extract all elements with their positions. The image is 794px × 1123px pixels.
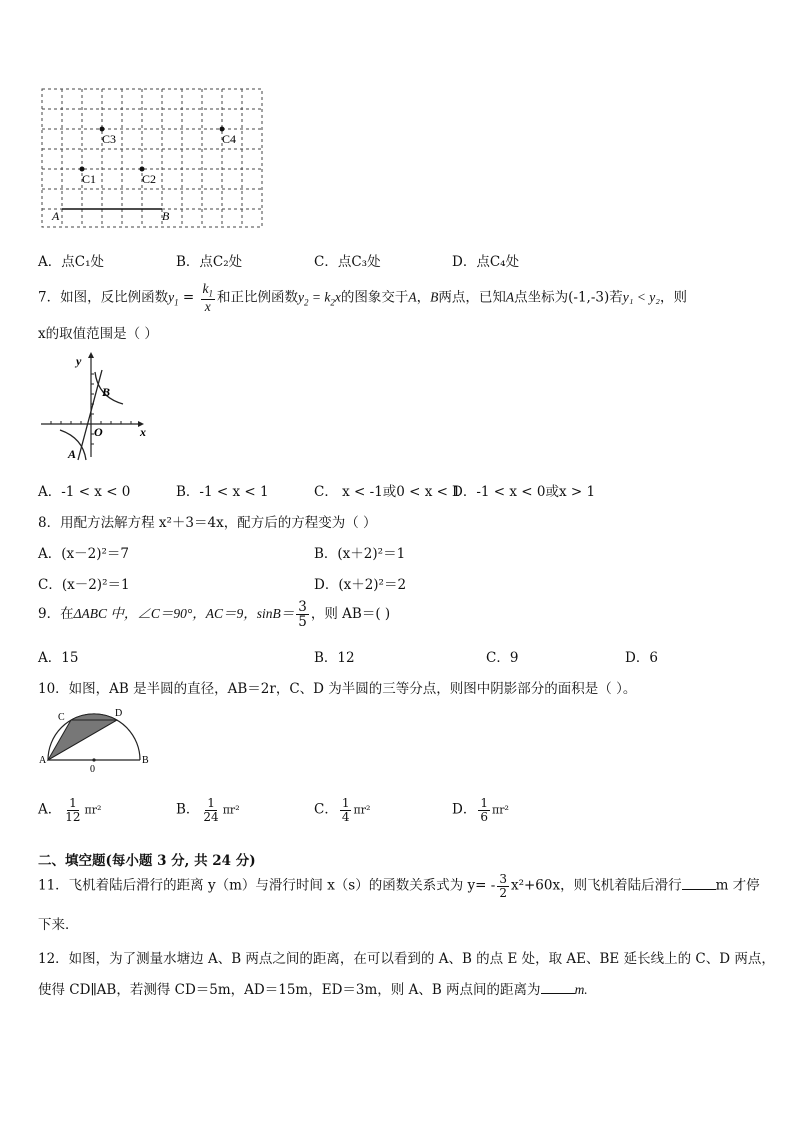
q7-label-a: A bbox=[68, 447, 77, 461]
section-2-heading: 二、填空题(每小题 3 分, 共 24 分) bbox=[38, 853, 256, 869]
q6-option-a[interactable]: A．点C₁处 bbox=[38, 254, 104, 270]
q8-option-a[interactable]: A．(x－2)²＝7 bbox=[38, 546, 129, 562]
q10-label-d: D bbox=[115, 708, 123, 719]
q6-option-d[interactable]: D．点C₄处 bbox=[452, 254, 520, 270]
q10-option-d[interactable]: D． $\frac{1}{6}$ πr² bbox=[452, 796, 509, 824]
q6-option-b[interactable]: B．点C₂处 bbox=[176, 254, 243, 270]
label-c4: C4 bbox=[222, 132, 237, 146]
q9-stem: 9．在ΔABC 中，∠C＝90°，AC＝9，sinB＝ $\frac{3}{5}$ ，则 AB＝( ) bbox=[38, 599, 391, 631]
q9-option-c[interactable]: C．9 bbox=[486, 650, 519, 666]
q10-option-a[interactable]: A． $\frac{1}{12}$ πr² bbox=[38, 796, 102, 824]
q8-stem: 8．用配方法解方程 x²＋3＝4x，配方后的方程变为（ ） bbox=[38, 515, 377, 531]
point-c2 bbox=[140, 167, 145, 172]
q7-option-d[interactable]: D．-1 < x < 0或x > 1 bbox=[452, 484, 596, 500]
label-b: B bbox=[162, 209, 170, 223]
point-c3 bbox=[100, 127, 105, 132]
q10-label-c: C bbox=[58, 712, 65, 723]
q6-option-c[interactable]: C．点C₃处 bbox=[314, 254, 381, 270]
q9-option-d[interactable]: D．6 bbox=[625, 650, 658, 666]
q8-option-b[interactable]: B．(x＋2)²＝1 bbox=[314, 546, 406, 562]
q10-option-c[interactable]: C． $\frac{1}{4}$ πr² bbox=[314, 796, 371, 824]
q12-stem: 12．如图，为了测量水塘边 A、B 两点之间的距离，在可以看到的 A、B 的点 E 处，取 AE、BE 延长线上的 C、D 两点， bbox=[38, 951, 775, 967]
q10-semicircle-figure bbox=[38, 705, 154, 775]
q12-stem-line2: 使得 CD∥AB，若测得 CD＝5m，AD＝15m，ED＝3m，则 A、B 两点间的距离为 m. bbox=[38, 982, 588, 998]
q11-stem: 11．飞机着陆后滑行的距离 y（m）与滑行时间 x（s）的函数关系式为 y= - $\frac{3}{2}$ x²+60x，则飞机着陆后滑行 m 才停 bbox=[38, 872, 760, 900]
q7-label-y: y bbox=[76, 354, 82, 368]
q10-option-b[interactable]: B． $\frac{1}{24}$ πr² bbox=[176, 796, 240, 824]
q11-stem-line2: 下来． bbox=[38, 917, 79, 933]
q7-label-b: B bbox=[102, 385, 111, 399]
q7-stem-line2: x的取值范围是（ ） bbox=[38, 326, 158, 342]
q7-option-b[interactable]: B．-1 < x < 1 bbox=[176, 484, 269, 500]
q8-option-c[interactable]: C．(x－2)²＝1 bbox=[38, 577, 130, 593]
q10-stem: 10．如图，AB 是半圆的直径，AB＝2r，C、D 为半圆的三等分点，则图中阴影部分的面积是（ ）。 bbox=[38, 681, 637, 697]
label-a: A bbox=[52, 209, 60, 223]
q7-option-a[interactable]: A．-1 < x < 0 bbox=[38, 484, 131, 500]
q12-answer-blank[interactable] bbox=[541, 981, 575, 994]
q10-label-a: A bbox=[39, 755, 47, 766]
q7-label-x: x bbox=[140, 425, 146, 439]
q9-option-b[interactable]: B．12 bbox=[314, 650, 355, 666]
label-c1: C1 bbox=[82, 172, 97, 186]
q7-label-o: O bbox=[94, 425, 103, 439]
q8-option-d[interactable]: D．(x＋2)²＝2 bbox=[314, 577, 407, 593]
point-c4 bbox=[220, 127, 225, 132]
grid-figure bbox=[40, 86, 266, 231]
q11-answer-blank[interactable] bbox=[682, 877, 716, 890]
label-c2: C2 bbox=[142, 172, 157, 186]
q10-label-o: 0 bbox=[90, 764, 95, 775]
q10-label-b: B bbox=[142, 755, 149, 766]
q7-stem: 7．如图，反比例函数$y_1$ = $\frac{k_1}{x}$ 和正比例函数$y_2 = k_2x$的图象交于A，B两点，已知A点坐标为(-1,-3)若y₁ < y₂，则 bbox=[38, 281, 687, 315]
point-c1 bbox=[80, 167, 85, 172]
q7-option-c[interactable]: C． x < -1或0 < x < 1 bbox=[314, 484, 461, 500]
q9-option-a[interactable]: A．15 bbox=[38, 650, 79, 666]
q7-graph-figure bbox=[38, 352, 158, 464]
label-c3: C3 bbox=[102, 132, 117, 146]
